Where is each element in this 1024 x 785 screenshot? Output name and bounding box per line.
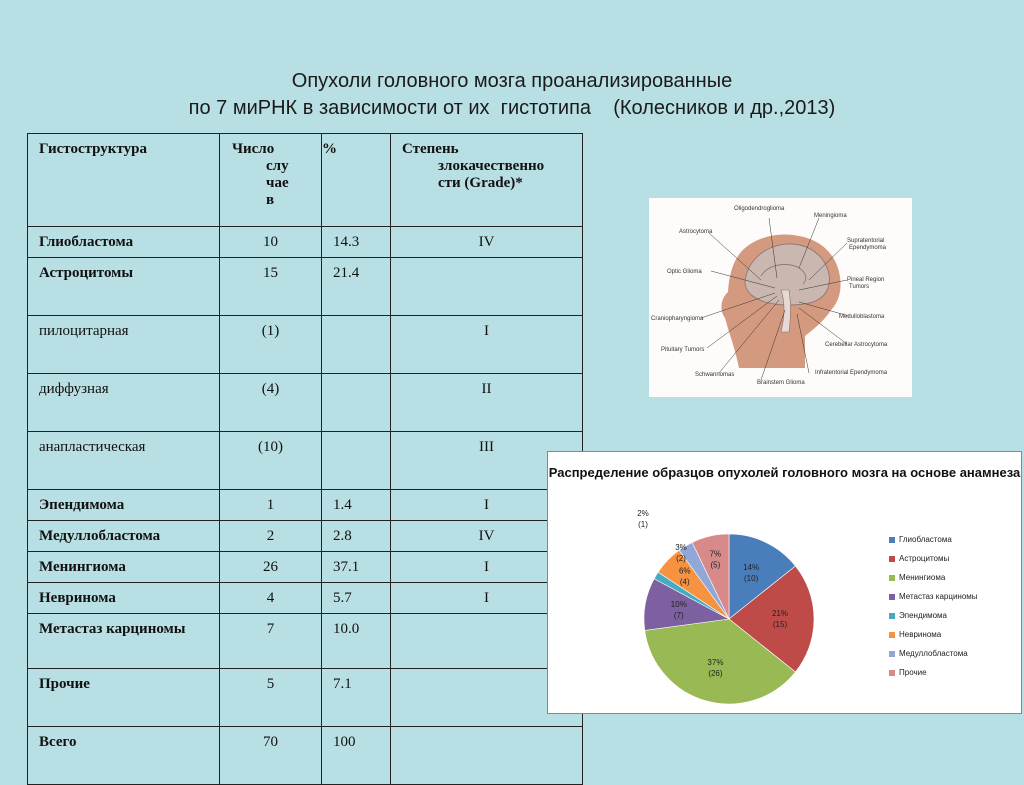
brain-illustration (649, 198, 912, 397)
legend-swatch (889, 537, 895, 543)
legend-swatch (889, 670, 895, 676)
legend-item (889, 644, 978, 663)
row-count: (1) (220, 316, 322, 374)
row-grade: III (391, 432, 583, 490)
label-brainstem-glioma: Brainstem Glioma (757, 380, 805, 386)
legend-swatch (889, 613, 895, 619)
table-row (28, 552, 583, 583)
row-count: (10) (220, 432, 322, 490)
header-structure: Гистоструктура (28, 134, 220, 227)
table-row (28, 727, 583, 785)
pie-label-percent: 2% (637, 509, 649, 518)
pie-label-count: (4) (679, 577, 690, 587)
pie-label-count: (26) (708, 669, 723, 679)
pie-label-percent: 6% (678, 566, 691, 576)
header-percent: % (322, 134, 391, 227)
chart-title: Распределение образцов опухолей головного мозга на основе анамнеза (548, 465, 1021, 480)
pie-chart-panel (547, 451, 1022, 714)
row-percent: 7.1 (322, 669, 391, 727)
table-row (28, 258, 583, 316)
tumor-table (27, 133, 583, 785)
row-count: 70 (220, 727, 322, 785)
table-row (28, 490, 583, 521)
label-astrocytoma: Astrocytoma (679, 229, 713, 235)
row-name: анапластическая (28, 432, 220, 490)
label-medulloblastoma: Medulloblastoma (839, 314, 885, 320)
slide-title (0, 68, 1024, 122)
table-row (28, 316, 583, 374)
row-name: Астроцитомы (28, 258, 220, 316)
row-name: Метастаз карциномы (28, 614, 220, 669)
row-grade: IV (391, 521, 583, 552)
row-percent: 2.8 (322, 521, 391, 552)
row-grade: IV (391, 227, 583, 258)
row-grade: II (391, 374, 583, 432)
legend-label: Метастаз карциномы (899, 592, 978, 601)
label-optic-glioma: Optic Glioma (667, 269, 702, 275)
row-count: 26 (220, 552, 322, 583)
pie-label-count: (15) (772, 620, 788, 629)
row-percent: 21.4 (322, 258, 391, 316)
label-meningioma: Meningioma (814, 213, 847, 219)
table-row (28, 521, 583, 552)
legend-label: Менингиома (899, 573, 946, 582)
row-grade (391, 727, 583, 785)
row-grade: I (391, 490, 583, 521)
legend-item (889, 663, 978, 682)
row-name: Прочие (28, 669, 220, 727)
legend-item (889, 530, 978, 549)
table-row (28, 227, 583, 258)
label-schwannomas: Schwannomas (695, 372, 735, 378)
row-percent: 37.1 (322, 552, 391, 583)
label-cerebellar-astrocytoma: Cerebellar Astrocytoma (825, 342, 888, 348)
pie-label-count: (7) (673, 610, 684, 620)
legend-swatch (889, 594, 895, 600)
pie-label-count: (2) (676, 554, 686, 563)
legend-swatch (889, 632, 895, 638)
row-percent: 10.0 (322, 614, 391, 669)
row-count: 5 (220, 669, 322, 727)
label-supratentorial: Supratentorial (847, 238, 885, 244)
table-row (28, 432, 583, 490)
pie-label-percent: 7% (709, 549, 722, 559)
legend-swatch (889, 575, 895, 581)
label-craniopharyngioma: Craniopharyngioma (651, 316, 704, 322)
pie-label-percent: 21% (771, 609, 789, 618)
row-percent (322, 316, 391, 374)
legend-swatch (889, 556, 895, 562)
label-pituitary-tumors: Pituitary Tumors (661, 347, 705, 353)
table-row (28, 669, 583, 727)
legend-item (889, 625, 978, 644)
row-count: 7 (220, 614, 322, 669)
brain-tumor-locations-figure (649, 198, 912, 397)
row-name: Менингиома (28, 552, 220, 583)
pie-label-count: (1) (638, 520, 648, 529)
row-count: 10 (220, 227, 322, 258)
row-count: 4 (220, 583, 322, 614)
label-tumors: Tumors (849, 284, 870, 290)
legend-item (889, 549, 978, 568)
title-line-2: по 7 миРНК в зависимости от их гистотипа (Колесников и др.,2013) (188, 97, 836, 119)
row-count: (4) (220, 374, 322, 432)
row-percent: 5.7 (322, 583, 391, 614)
legend-swatch (889, 651, 895, 657)
row-name: Глиобластома (28, 227, 220, 258)
row-name: пилоцитарная (28, 316, 220, 374)
row-name: диффузная (28, 374, 220, 432)
legend-label: Эпендимома (899, 611, 947, 620)
chart-legend (889, 530, 978, 682)
title-line-1: Опухоли головного мозга проанализированные (291, 70, 733, 92)
row-percent: 1.4 (322, 490, 391, 521)
row-percent (322, 374, 391, 432)
legend-label: Медуллобластома (899, 649, 968, 658)
legend-item (889, 606, 978, 625)
row-grade: I (391, 316, 583, 374)
pie-label-percent: 10% (670, 599, 687, 609)
pie-label-percent: 3% (675, 543, 687, 552)
header-count: Число слу чае в (220, 134, 322, 227)
row-percent: 100 (322, 727, 391, 785)
row-percent (322, 432, 391, 490)
row-name: Эпендимома (28, 490, 220, 521)
pie-label-count: (10) (744, 574, 759, 584)
pie-label-percent: 14% (743, 563, 760, 573)
row-grade (391, 258, 583, 316)
label-oligodendroglioma: Oligodendroglioma (734, 206, 785, 212)
row-count: 1 (220, 490, 322, 521)
row-grade: I (391, 583, 583, 614)
header-grade: Степень злокачественно сти (Grade)* (391, 134, 583, 227)
legend-label: Прочие (899, 668, 927, 677)
table-row (28, 614, 583, 669)
label-infratentorial-ependymoma: Infratentorial Ependymoma (815, 370, 888, 376)
legend-item (889, 568, 978, 587)
legend-label: Невринома (899, 630, 942, 639)
table-header-row (28, 134, 583, 227)
row-name: Медуллобластома (28, 521, 220, 552)
legend-label: Астроцитомы (899, 554, 950, 563)
table-row (28, 583, 583, 614)
row-name: Невринома (28, 583, 220, 614)
legend-item (889, 587, 978, 606)
pie-label-count: (5) (710, 560, 721, 570)
row-name: Всего (28, 727, 220, 785)
row-count: 15 (220, 258, 322, 316)
label-ependymoma: Ependymoma (849, 245, 887, 251)
row-percent: 14.3 (322, 227, 391, 258)
pie-label-percent: 37% (707, 658, 724, 668)
legend-label: Глиобластома (899, 535, 952, 544)
label-pineal-region: Pineal Region (847, 277, 885, 283)
row-grade: I (391, 552, 583, 583)
row-count: 2 (220, 521, 322, 552)
table-row (28, 374, 583, 432)
